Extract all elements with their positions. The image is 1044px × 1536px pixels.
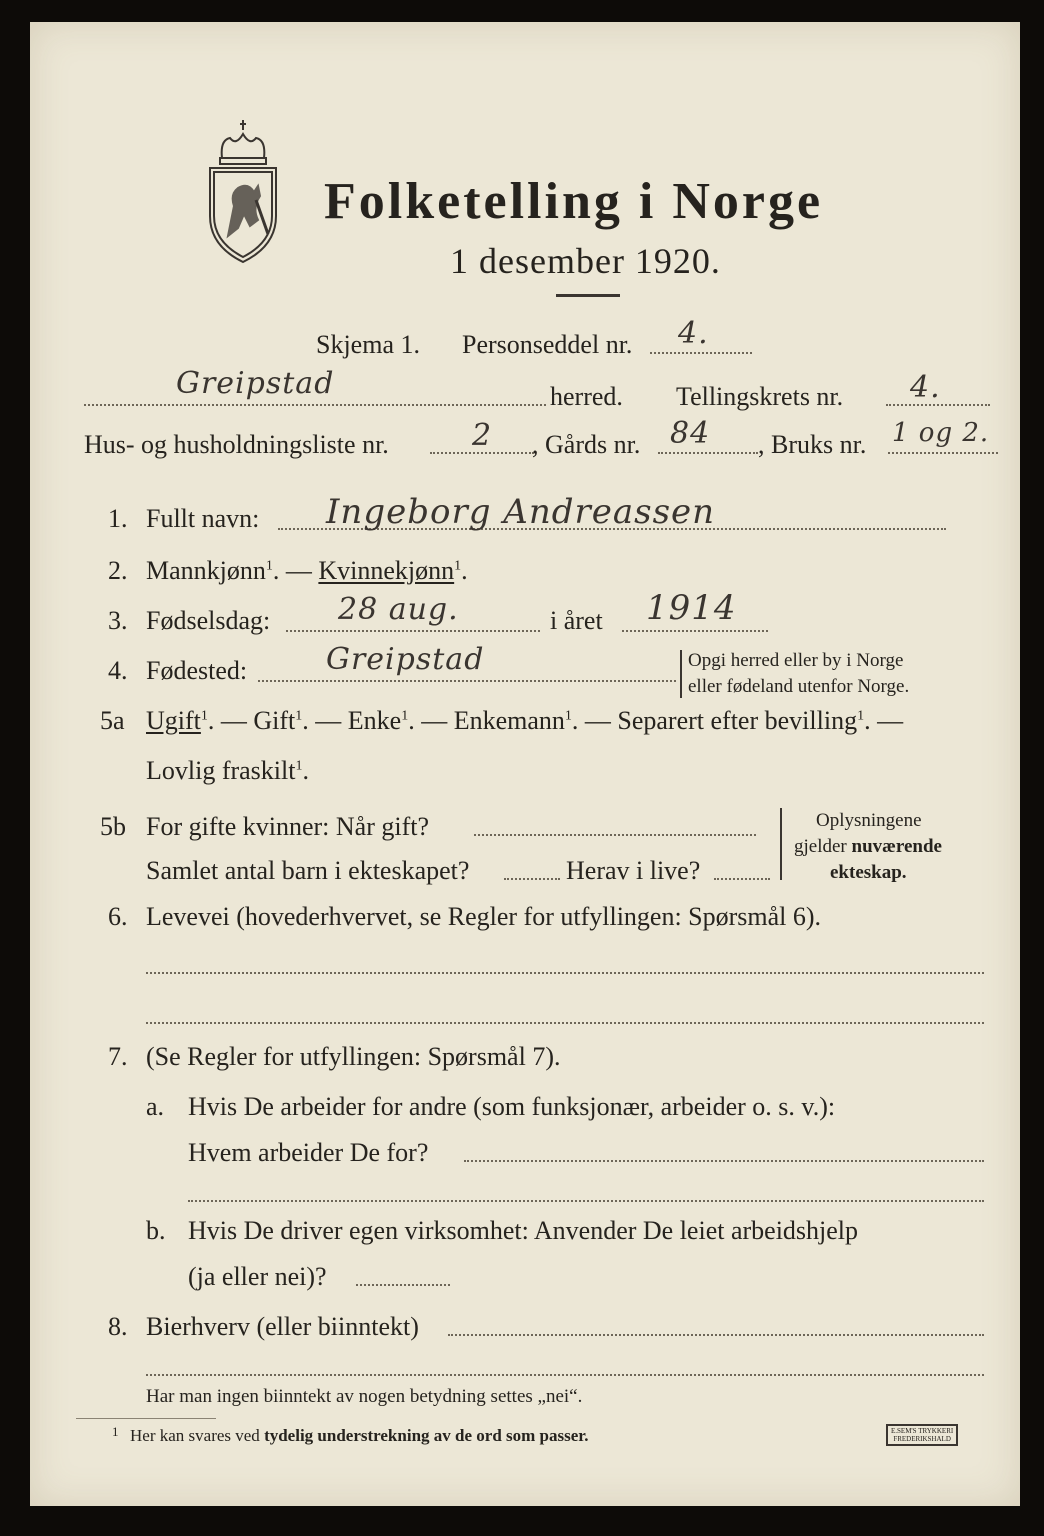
gards-line xyxy=(658,452,758,454)
q3-label: Fødselsdag: xyxy=(146,606,271,635)
q5b-line1: For gifte kvinner: Når gift? xyxy=(146,812,430,841)
gards-value[interactable]: 84 xyxy=(670,416,711,451)
birth-year-value[interactable]: 1914 xyxy=(646,588,737,628)
bruks-label: , Bruks nr. xyxy=(758,430,867,459)
q8-note: Har man ingen biinntekt av nogen betydning settes „nei“. xyxy=(146,1386,583,1407)
printer-stamp-line-2: FREDERIKSHALD xyxy=(893,1435,951,1443)
census-form-page xyxy=(30,22,1020,1506)
q7-label: (Se Regler for utfyllingen: Spørsmål 7). xyxy=(146,1042,561,1071)
option-separert[interactable]: Separert efter bevilling xyxy=(617,706,858,735)
occupation-line-1 xyxy=(146,972,984,974)
full-name-value[interactable]: Ingeborg Andreassen xyxy=(326,492,716,532)
q5a-number: 5a xyxy=(100,706,125,735)
q6-number: 6. xyxy=(108,902,128,931)
husliste-value[interactable]: 2 xyxy=(472,418,493,453)
printer-stamp-line-1: E.SEM'S TRYKKERI xyxy=(891,1427,954,1435)
option-lovlig-fraskilt[interactable]: Lovlig fraskilt xyxy=(146,756,296,785)
side-income-line-1 xyxy=(448,1334,984,1336)
q4-label: Fødested: xyxy=(146,656,248,685)
personseddel-value[interactable]: 4. xyxy=(678,316,709,351)
q7b-line2: (ja eller nei)? xyxy=(188,1262,327,1291)
q1-number: 1. xyxy=(108,504,128,533)
q7b-line1: Hvis De driver egen virksomhet: Anvender De leiet arbeidshjelp xyxy=(188,1216,859,1245)
q7a-letter: a. xyxy=(146,1092,165,1121)
children-count-line xyxy=(504,878,560,880)
birthplace-note-2: eller fødeland utenfor Norge. xyxy=(688,676,910,697)
birthplace-line xyxy=(258,680,676,682)
q7b-letter: b. xyxy=(146,1216,166,1245)
marital-status-options-2: Lovlig fraskilt$^1$. xyxy=(146,756,309,785)
married-when-line xyxy=(474,834,756,836)
form-title: Folketelling i Norge xyxy=(324,173,824,230)
q6-label: Levevei (hovederhvervet, se Regler for utfyllingen: Spørsmål 6). xyxy=(146,902,822,931)
husliste-label: Hus- og husholdningsliste nr. xyxy=(84,430,389,459)
option-kvinnekjonn[interactable]: Kvinnekjønn xyxy=(318,556,455,585)
marriage-brace xyxy=(780,808,782,880)
q5b-number: 5b xyxy=(100,812,126,841)
birthplace-note-1: Opgi herred eller by i Norge xyxy=(688,650,904,671)
birthplace-brace xyxy=(680,650,682,698)
occupation-line-2 xyxy=(146,1022,984,1024)
herred-value[interactable]: Greipstad xyxy=(176,366,335,401)
side-income-line-2 xyxy=(146,1374,984,1376)
gards-label: , Gårds nr. xyxy=(532,430,641,459)
form-date: 1 desember 1920. xyxy=(450,241,721,281)
q7a-line2: Hvem arbeider De for? xyxy=(188,1138,429,1167)
footnote-mark: 1 xyxy=(112,1424,119,1439)
marital-status-options: Ugift$^1$. — Gift$^1$. — Enke$^1$. — Enkemann$^1$. — Separert efter bevilling$^1$. — xyxy=(146,706,904,735)
birthplace-value[interactable]: Greipstad xyxy=(326,642,485,677)
tellingskrets-value[interactable]: 4. xyxy=(910,370,941,405)
bruks-line xyxy=(888,452,998,454)
option-enke[interactable]: Enke xyxy=(347,706,402,735)
year-line xyxy=(622,630,768,632)
year-label: i året xyxy=(550,606,603,635)
marriage-note-3: ekteskap. xyxy=(830,862,907,883)
option-gift[interactable]: Gift xyxy=(253,706,296,735)
gender-options: Mannkjønn$^1$. — Kvinnekjønn$^1$. xyxy=(146,556,468,585)
coat-of-arms-icon xyxy=(200,116,286,266)
marriage-note-1: Oplysningene xyxy=(816,810,922,831)
option-mannkjonn[interactable]: Mannkjønn xyxy=(146,556,266,585)
q5b-children-label: Samlet antal barn i ekteskapet? xyxy=(146,856,470,885)
schema-label: Skjema 1. xyxy=(316,330,420,359)
marriage-note-2: gjelder nuværende xyxy=(794,836,942,857)
printer-stamp xyxy=(886,1424,958,1446)
q4-number: 4. xyxy=(108,656,128,685)
q8-label: Bierhverv (eller biinntekt) xyxy=(146,1312,419,1341)
hired-help-line xyxy=(356,1284,450,1286)
q7a-line1: Hvis De arbeider for andre (som funksjonær, arbeider o. s. v.): xyxy=(188,1092,836,1121)
personseddel-line xyxy=(650,352,752,354)
q2-number: 2. xyxy=(108,556,128,585)
tellingskrets-label: Tellingskrets nr. xyxy=(676,382,844,411)
footnote-text: Her kan svares ved tydelig understrekning av de ord som passer. xyxy=(130,1426,589,1445)
personseddel-label: Personseddel nr. xyxy=(462,330,633,359)
option-enkemann[interactable]: Enkemann xyxy=(453,706,565,735)
option-ugift[interactable]: Ugift xyxy=(146,706,201,735)
q3-number: 3. xyxy=(108,606,128,635)
q5b-alive-label: Herav i live? xyxy=(566,856,701,885)
birthday-value[interactable]: 28 aug. xyxy=(338,592,459,627)
footnote-rule xyxy=(76,1418,216,1419)
herred-line xyxy=(84,404,546,406)
q8-number: 8. xyxy=(108,1312,128,1341)
employer-line-2 xyxy=(188,1200,984,1202)
title-rule xyxy=(556,294,620,297)
herred-label: herred. xyxy=(550,382,623,411)
bruks-value[interactable]: 1 og 2. xyxy=(892,418,990,448)
employer-line-1 xyxy=(464,1160,984,1162)
q1-label: Fullt navn: xyxy=(146,504,260,533)
birthday-line xyxy=(286,630,540,632)
children-alive-line xyxy=(714,878,770,880)
q7-number: 7. xyxy=(108,1042,128,1071)
